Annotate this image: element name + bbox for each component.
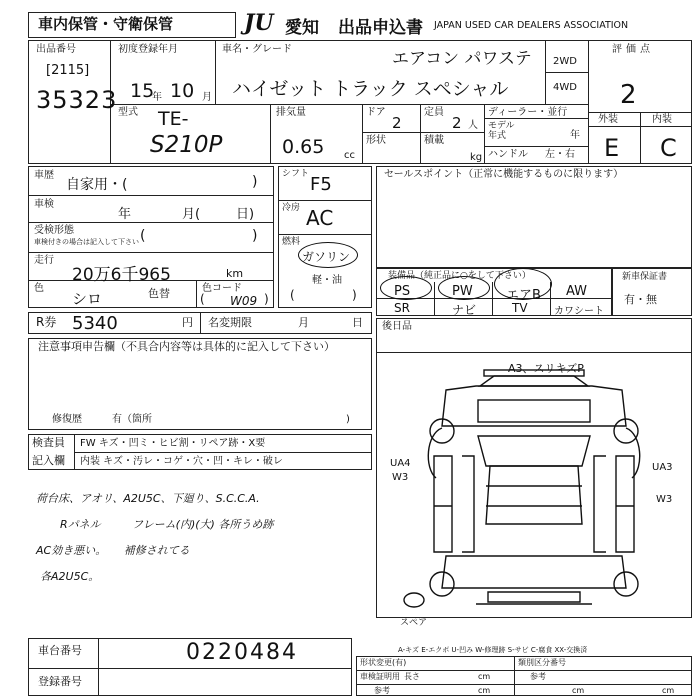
ext-score: E <box>604 134 620 162</box>
ref-unit-2: cm <box>572 686 585 695</box>
divider <box>28 222 274 223</box>
divider <box>28 668 352 669</box>
divider <box>514 656 515 696</box>
modification-label: 形状変更(有) <box>360 658 407 667</box>
inspection-label: 車検 <box>34 199 54 210</box>
cooling-value: AC <box>306 206 334 230</box>
equip-tv: TV <box>512 301 528 315</box>
equip-leather-seat: カワシート <box>554 306 604 317</box>
divider <box>420 104 421 164</box>
handwritten-note-1: 荷台床、アオリ、A2U5C、下廻り、S.C.C.A. <box>36 492 260 505</box>
equip-pw-circle <box>438 276 490 300</box>
ext-label: 外装 <box>598 114 618 125</box>
notes-label: 注意事項申告欄（不具合内容等は具体的に記入して下さい） <box>38 340 335 353</box>
divider <box>376 352 692 353</box>
divider <box>28 195 274 196</box>
inspection-day-unit: 日) <box>236 207 255 222</box>
lot-number: 35323 <box>36 86 118 114</box>
handwritten-note-4: 各A2U5C。 <box>40 570 100 583</box>
cert-label: 車検証明用 <box>360 672 400 681</box>
first-reg-year: 15 <box>130 80 155 102</box>
ju-logo: JU <box>244 10 274 36</box>
form-title: 出品申込書 <box>338 18 423 38</box>
fuel-light-oil: 軽・油 <box>312 275 342 286</box>
doors-value: 2 <box>392 114 402 132</box>
divider <box>278 234 372 235</box>
mileage-value: 20万6千965 <box>72 265 171 285</box>
divider <box>362 132 484 133</box>
divider <box>98 638 99 696</box>
load-unit: kg <box>470 152 483 163</box>
sales-point-box <box>376 166 692 268</box>
color-code-close: ) <box>264 292 269 306</box>
divider <box>588 126 692 127</box>
shape-label: 形状 <box>366 135 386 146</box>
color-tone-label: 色替 <box>148 287 170 300</box>
equip-pw: PW <box>452 284 473 299</box>
chassis-number: 0220484 <box>186 640 298 665</box>
mileage-label: 走行 <box>34 255 54 266</box>
shift-value: F5 <box>310 174 332 195</box>
length-label: 長さ <box>404 672 420 681</box>
drive-4wd: 4WD <box>553 82 577 93</box>
divider <box>74 434 75 470</box>
length-unit: cm <box>478 672 491 681</box>
equipment-label: 装備品（純正品に○をして下さい） <box>388 271 531 281</box>
model-line1: TE- <box>158 108 189 130</box>
capacity-unit: 人 <box>468 120 478 131</box>
mileage-unit: km <box>226 267 244 280</box>
divider <box>278 200 372 201</box>
first-reg-label: 初度登録年月 <box>118 44 178 55</box>
fuel-label: 燃料 <box>282 237 301 247</box>
diagram-left-note2: W3 <box>392 472 409 483</box>
ref-unit-3: cm <box>662 686 675 695</box>
divider <box>545 72 588 73</box>
equip-ps-circle <box>380 276 432 300</box>
later-docs-label: 後日品 <box>382 321 412 332</box>
equip-navi: ナビ <box>452 303 477 317</box>
diagram-right-note2: W3 <box>656 494 673 505</box>
divider <box>110 104 588 105</box>
equip-airbag: エアB <box>506 288 541 303</box>
repair-history-close: ) <box>346 414 350 425</box>
ref-unit-1: cm <box>478 686 491 695</box>
divider <box>200 312 201 334</box>
color-label: 色 <box>34 283 44 294</box>
capacity-label: 定員 <box>424 107 444 118</box>
recycle-value: 5340 <box>72 313 118 334</box>
equip-sr: SR <box>394 301 410 315</box>
color-code-value: W09 <box>230 294 258 308</box>
reception-sub: 車検付きの場合は記入して下さい <box>34 238 139 246</box>
diagram-right-note1: UA3 <box>652 462 673 473</box>
displacement-label: 排気量 <box>276 107 306 118</box>
fuel-close: ) <box>352 288 357 302</box>
sales-point-label: セールスポイント（正常に機能するものに限ります） <box>384 169 624 180</box>
color-code-label: 色コード <box>202 283 242 294</box>
repair-history-value: 有（箇所 <box>112 414 152 425</box>
handwritten-note-2: Rパネル フレーム(内)(大) 各所うめ跡 <box>60 518 274 531</box>
history-label: 車歴 <box>34 170 54 181</box>
load-label: 積載 <box>424 135 444 146</box>
model-line2: S210P <box>150 132 223 158</box>
score-value: 2 <box>620 80 637 110</box>
first-reg-month: 10 <box>170 80 195 102</box>
car-name-label: 車名・グレード <box>222 44 292 55</box>
reception-open: ( <box>140 228 146 244</box>
warranty-label: 新車保証書 <box>622 272 668 282</box>
reception-label: 受検形態 <box>34 225 74 236</box>
dealer-label: ディーラー・並行 <box>488 107 568 118</box>
equip-aw: AW <box>566 284 588 299</box>
entry-label: 記入欄 <box>32 454 65 467</box>
diagram-front-note: A3、スリキズP <box>508 362 584 375</box>
model-year-label: モデル 年式 <box>488 121 515 141</box>
spare-label: スペア <box>400 618 428 628</box>
divider <box>356 670 692 671</box>
divider <box>588 40 589 164</box>
divider <box>640 112 641 164</box>
divider <box>215 40 216 104</box>
equip-ps: PS <box>394 284 411 299</box>
divider <box>270 104 271 164</box>
diagram-left-note1: UA4 <box>390 458 411 469</box>
name-change-month: 月 <box>298 316 309 329</box>
model-label: 型式 <box>118 107 138 118</box>
cooling-label: 冷房 <box>282 203 301 213</box>
warranty-options: 有・無 <box>624 293 657 306</box>
ext-defect-codes: FW キズ・凹ミ・ヒビ割・リペア跡・X要 <box>80 438 266 449</box>
association-name: JAPAN USED CAR DEALERS ASSOCIATION <box>434 20 629 31</box>
shift-label: シフト <box>282 169 310 179</box>
fuel-value: ガソリン <box>302 250 351 264</box>
history-close: ) <box>252 174 258 190</box>
category-number-label: 類別区分番号 <box>518 658 566 667</box>
car-body-diagram <box>376 356 692 618</box>
car-name-line2: ハイゼット トラック スペシャル <box>232 78 509 100</box>
divider <box>74 452 372 453</box>
handle-label: ハンドル <box>488 149 528 160</box>
inspector-label: 検査員 <box>32 436 65 449</box>
equip-airbag-circle <box>494 268 552 300</box>
int-score: C <box>660 134 677 162</box>
model-year-unit: 年 <box>570 130 580 141</box>
history-value: 自家用・( <box>66 177 128 193</box>
divider <box>484 104 485 164</box>
divider <box>484 118 588 119</box>
reception-close: ) <box>252 228 258 244</box>
lot-label: 出品番号 <box>36 44 76 55</box>
lot-bracket-code: [2115] <box>46 63 90 78</box>
ref-label-1: 参考 <box>374 686 390 695</box>
displacement-unit: cc <box>344 150 355 161</box>
brand-name: 愛知 <box>285 18 319 38</box>
car-name-line1: エアコン パワステ <box>392 49 532 69</box>
int-label: 内装 <box>652 114 672 125</box>
handle-options: 左・右 <box>545 149 575 160</box>
divider <box>434 282 435 316</box>
doors-label: ドア <box>366 107 386 118</box>
registration-label: 登録番号 <box>38 675 82 688</box>
int-defect-codes: 内装 キズ・汚レ・コゲ・穴・凹・キレ・破レ <box>80 456 283 467</box>
inspection-month-unit: 月( <box>182 207 201 222</box>
divider <box>362 104 363 164</box>
chassis-label: 車台番号 <box>38 644 82 657</box>
first-reg-month-unit: 月 <box>202 92 212 103</box>
first-reg-year-unit: 年 <box>152 92 162 103</box>
top-section-box <box>28 40 692 164</box>
name-change-day: 日 <box>352 316 363 329</box>
storage-label: 車内保管・守衛保管 <box>38 15 174 33</box>
drive-2wd: 2WD <box>553 56 577 67</box>
handwritten-note-3: AC効き悪い。 補修されてる <box>36 544 190 557</box>
divider <box>196 280 197 308</box>
capacity-value: 2 <box>452 114 462 132</box>
divider <box>484 146 588 147</box>
color-code-open: ( <box>200 292 205 306</box>
divider <box>28 252 274 253</box>
name-change-label: 名変期限 <box>208 316 252 329</box>
inspection-year-unit: 年 <box>118 207 132 222</box>
recycle-unit: 円 <box>182 316 193 329</box>
divider <box>356 684 692 685</box>
color-value: シロ <box>72 290 103 308</box>
score-label: 評価点 <box>612 44 654 55</box>
defect-legend: A-キズ E-エクボ U-凹み W-修理跡 S-サビ C-腐食 XX-交換済 <box>398 646 588 654</box>
displacement-value: 0.65 <box>282 136 325 158</box>
fuel-open: ( <box>290 288 295 302</box>
ref-label-2: 参考 <box>530 672 546 681</box>
repair-history-label: 修復歴 <box>52 414 82 425</box>
recycle-label: R券 <box>36 315 57 329</box>
divider <box>492 282 493 316</box>
